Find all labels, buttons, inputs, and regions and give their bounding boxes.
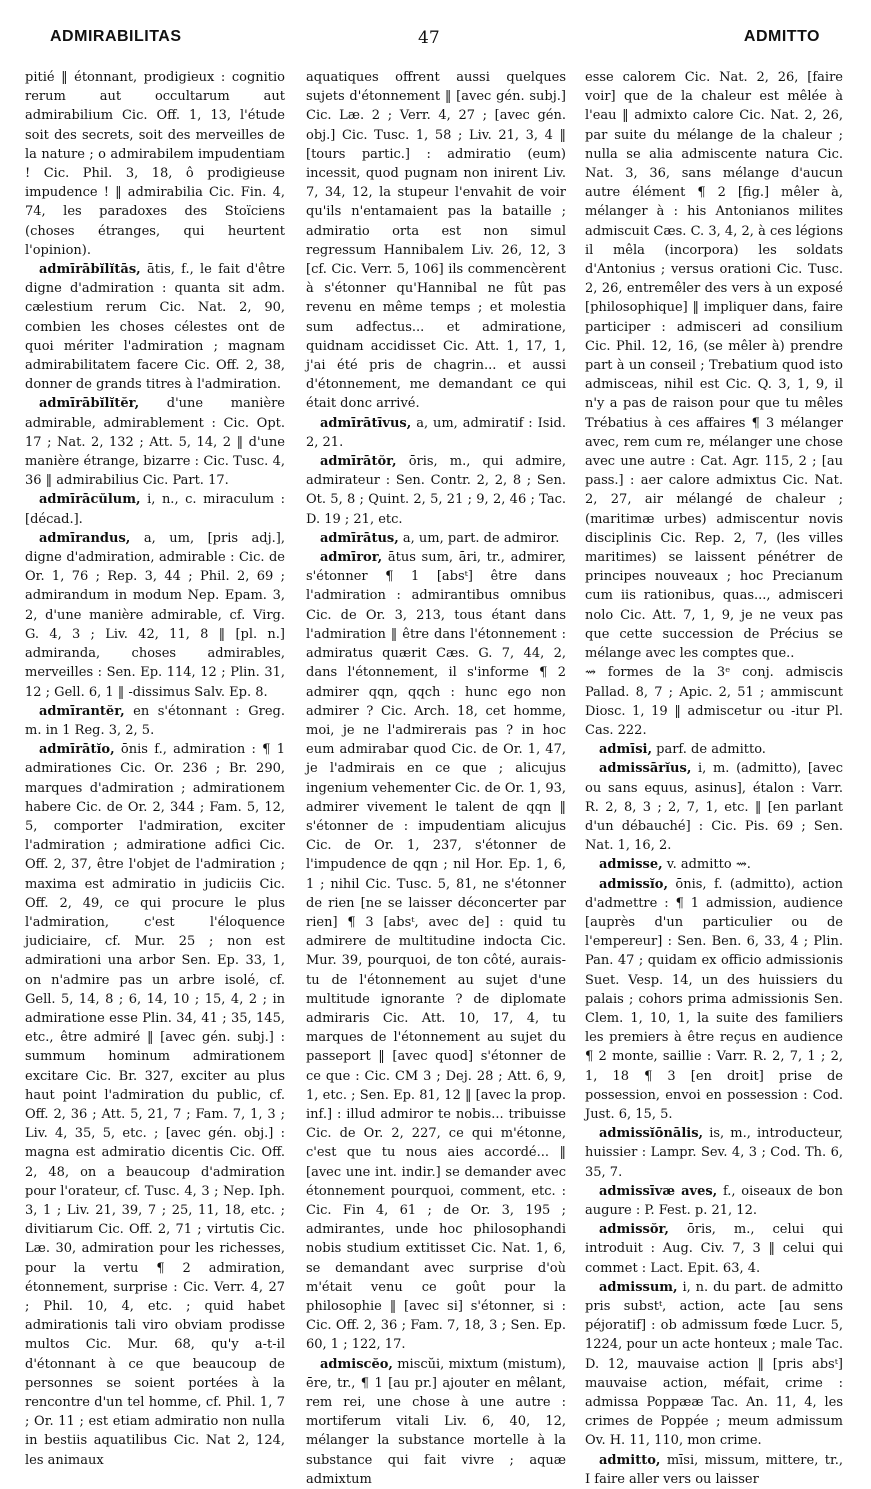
dictionary-entry <box>306 548 566 1355</box>
entry-headword: admiscĕo, <box>320 1356 393 1372</box>
entry-headword: admissīvæ aves, <box>599 1183 718 1199</box>
entry-headword: admissum, <box>599 1279 678 1295</box>
entry-body: i, m. (admitto), [avec ou sans equus, asinus], étalon : Varr. R. 2, 8, 3 ; 2, 7, 1, etc. ‖ [en parlant d'un débauché] : Cic. Pis. 69 ; Sen. Nat. 1, 16, 2. <box>585 761 843 854</box>
entry-body: ōnis, f. (admitto), action d'admettre : ¶ 1 admission, audience [auprès d'un particulier ou de l'empereur] : Sen. Ben. 6, 33, 4 ; Plin. Pan. 47 ; quidam ex officio admissionis Suet. Vesp. 14, un des huissiers du palais ; cohors prima admissionis Sen. Clem. 1, 10, 1, la suite des familiers les premiers à être reçus en audience ¶ 2 monte, saillie : Varr. R. 2, 7, 1 ; 2, 1, 18 ¶ 3 [en droit] prise de possession, envoi en possession : Cod. Just. 6, 15, 5. <box>585 876 843 1122</box>
dictionary-entry <box>585 1182 843 1220</box>
dictionary-entry <box>585 1124 843 1182</box>
dictionary-entry <box>585 68 843 663</box>
dictionary-entry <box>585 855 843 874</box>
entry-body: i, n. du part. de admitto pris substᵗ, action, acte [au sens péjoratif] : ob admissum fœde Lucr. 5, 1224, pour un acte honteux ; male Tac. D. 12, mauvaise action ‖ [pris absᵗ] mauvaise action, méfait, crime : admissa Poppææ Tac. An. 11, 4, les crimes de Poppée ; meum admissum Ov. H. 11, 110, mon crime. <box>585 1279 843 1449</box>
entry-body: ātus sum, āri, tr., admirer, s'étonner ¶ 1 [absᵗ] être dans l'admiration : admirantibus omnibus Cic. de Or. 3, 213, tous étant dans l'admiration ‖ être dans l'étonnement : admiratus quærit Cæs. G. 7, 44, 2, dans l'étonnement, il s'informe ¶ 2 admirer qqn, qqch : hunc ego non admirer ? Cic. Arch. 18, cet homme, moi, je ne l'admirerais pas ? in hoc eum admirabar quod Cic. de Or. 1, 47, je l'admirais en ce que ; alicujus ingenium vehementer Cic. de Or. 1, 93, admirer vivement le talent de qqn ‖ s'étonner de : impudentiam alicujus Cic. de Or. 1, 237, s'étonner de l'impudence de qqn ; nil Hor. Ep. 1, 6, 1 ; nihil Cic. Tusc. 5, 81, ne s'étonner de rien [ne se laisser déconcerter par rien] ¶ 3 [absᵗ, avec de] : quid tu admirere de multitudine indocta Cic. Mur. 39, pourquoi, de ton côté, aurais-tu de l'étonnement au sujet d'une multitude ignorante ? de diplomate admiraris Cic. Att. 10, 17, 4, tu marques de l'étonnement au sujet du passeport ‖ [avec quod] s'étonner de ce que : Cic. CM 3 ; Dej. 28 ; Att. 6, 9, 1, etc. ; Sen. Ep. 81, 12 ‖ [avec la prop. inf.] : illud admiror te nobis... tribuisse Cic. de Or. 2, 227, ce qui m'étonne, c'est que tu nous aies accordé... ‖ [avec une int. indir.] se demander avec étonnement pourquoi, comment, etc. : Cic. Fin 4, 61 ; de Or. 3, 195 ; admirantes, unde hoc philosophandi nobis studium extitisset Cic. Nat. 1, 6, se demandant avec surprise d'où m'était venu ce goût pour la philosophie ‖ [avec si] s'étonner, si : Cic. Off. 2, 36 ; Fam. 7, 18, 3 ; Sen. Ep. 60, 1 ; 122, 17. <box>306 550 566 1353</box>
dictionary-entry <box>25 702 285 740</box>
column-3 <box>585 68 844 1487</box>
dictionary-entry <box>25 68 285 260</box>
entry-headword: admitto, <box>599 1452 661 1468</box>
header-right-guideword: ADMITTO <box>743 28 820 45</box>
entry-headword: admīrābĭlĭtĕr, <box>39 396 140 412</box>
entry-body: esse calorem Cic. Nat. 2, 26, [faire voir] que de la chaleur est mêlée à l'eau ‖ admixto calore Cic. Nat. 2, 26, par suite du mélange de la chaleur ; nulla se alia admiscente natura Cic. Nat. 3, 36, sans mélange d'aucun autre élément ¶ 2 [fig.] mêler à, mélanger à : his Antonianos milites admiscuit Cæs. C. 3, 4, 2, à ces légions il mêla (incorpora) les soldats d'Antonius ; versus orationi Cic. Tusc. 2, 26, entremêler des vers à un exposé [philosophique] ‖ impliquer dans, faire participer : admisceri ad consilium Cic. Phil. 12, 16, (se mêler à) prendre part à un conseil ; Trebatium quod isto admisceas, nihil est Cic. Q. 3, 1, 9, il n'y a pas de raison pour que tu mêles Trébatius à ces affaires ¶ 3 mélanger avec, rem cum re, mélanger une chose avec une autre : Cat. Agr. 115, 2 ; [au pass.] : aer calore admixtus Cic. Nat. 2, 27, air mélangé de chaleur ; (maritimæ urbes) admiscentur novis disciplinis Cic. Rep. 2, 7, (les villes maritimes) se laissent pénétrer de principes nouveaux ; hoc Precianum cum iis rationibus, quas..., admisceri nolo Cic. Att. 7, 1, 9, je ne veux pas que cette succession de Précius se mélange avec les comptes que.. <box>585 70 843 662</box>
column-1 <box>25 68 286 1468</box>
entry-headword: admīror, <box>320 550 383 566</box>
entry-headword: admīrantĕr, <box>39 703 125 719</box>
dictionary-entry <box>25 740 285 1470</box>
dictionary-entry <box>306 414 566 452</box>
entry-headword: admissārĭus, <box>599 761 692 777</box>
entry-headword: admīrandus, <box>39 530 131 546</box>
entry-body: d'une manière admirable, admirablement : Cic. Opt. 17 ; Nat. 2, 132 ; Att. 5, 14, 2 ‖ d'une manière étrange, bizarre : Cic. Tusc. 4, 36 ‖ admirabilius Cic. Part. 17. <box>25 396 285 489</box>
entry-body: ⇝ formes de la 3ᵉ conj. admiscis Pallad. 8, 7 ; Apic. 2, 51 ; ammiscunt Diosc. 1, 19 ‖ admiscetur ou -itur Pl. Cas. 222. <box>585 665 843 738</box>
page-header <box>50 28 840 54</box>
entry-headword: admīrātĭo, <box>39 742 115 758</box>
header-left-guideword: ADMIRABILITAS <box>50 28 182 45</box>
entry-headword: admīsi, <box>599 742 652 758</box>
column-2 <box>306 68 566 1487</box>
entry-body: pitié ‖ étonnant, prodigieux : cognitio rerum aut occultarum aut admirabilium Cic. Off. 1, 13, l'étude soit des secrets, soit des merveilles de la nature ; o admirabilem impudentiam ! Cic. Phil. 3, 18, ô prodigieuse impudence ! ‖ admirabilia Cic. Fin. 4, 74, les paradoxes des Stoïciens (choses étranges, qui heurtent l'opinion). <box>25 70 285 258</box>
entry-body: parf. de admitto. <box>656 742 766 758</box>
entry-body: v. admitto ⇝. <box>666 857 751 873</box>
dictionary-entry <box>585 1451 843 1489</box>
entry-body: ōris, m., celui qui introduit : Aug. Civ. 7, 3 ‖ celui qui commet : Lact. Epit. 63, 4. <box>585 1222 843 1276</box>
dictionary-entry <box>306 1355 566 1489</box>
entry-body: a, um, part. de admiror. <box>402 530 560 546</box>
entry-headword: admīrātus, <box>320 530 399 546</box>
dictionary-entry <box>25 394 285 490</box>
entry-headword: admīrācŭlum, <box>39 492 141 508</box>
dictionary-entry <box>585 759 843 855</box>
dictionary-entry <box>25 490 285 528</box>
entry-body: aquatiques offrent aussi quelques sujets d'étonnement ‖ [avec gén. subj.] Cic. Læ. 2 ; Verr. 4, 27 ; [avec gén. obj.] Cic. Tusc. 1, 58 ; Liv. 21, 3, 4 ‖ [tours partic.] : admiratio (eum) incessit, quod pugnam non inirent Liv. 7, 34, 12, la stupeur l'envahit de voir qu'ils n'entamaient pas la bataille ; admiratio orta est non simul regressum Hannibalem Liv. 26, 12, 3 [cf. Cic. Verr. 5, 106] ils commencèrent à s'étonner qu'Hannibal ne fût pas revenu en même temps ; et molestia sum adfectus... et admiratione, quidnam accidisset Cic. Att. 1, 17, 1, j'ai été pris de chagrin... et aussi d'étonnement, me demandant ce qui était donc arrivé. <box>306 70 566 412</box>
dictionary-entry <box>585 875 843 1125</box>
entry-body: is, m., introducteur, huissier : Lampr. Sev. 4, 3 ; Cod. Th. 6, 35, 7. <box>585 1126 843 1180</box>
entry-body: ōnis f., admiration : ¶ 1 admirationes Cic. Or. 236 ; Br. 290, marques d'admiration ; admirationem habere Cic. de Or. 2, 344 ; Fam. 5, 12, 5, comporter l'admiration, exciter l'admiration ; admiratione adfici Cic. Off. 2, 37, être l'objet de l'admiration ; maxima est admiratio in judiciis Cic. Off. 2, 49, ce qui procure le plus l'admiration, c'est l'éloquence judiciaire, cf. Mur. 25 ; non est admirationi una arbor Sen. Ep. 33, 1, on n'admire pas un arbre isolé, cf. Gell. 5, 14, 8 ; 6, 14, 10 ; 15, 4, 2 ; in admiratione esse Plin. 34, 41 ; 35, 145, etc., être admiré ‖ [avec gén. subj.] : summum hominum admirationem excitare Cic. Br. 327, exciter au plus haut point l'admiration du public, cf. Off. 2, 36 ; Att. 5, 21, 7 ; Fam. 7, 1, 3 ; Liv. 4, 35, 5, etc. ; [avec gén. obj.] : magna est admiratio dicentis Cic. Off. 2, 48, on a beaucoup d'admiration pour l'orateur, cf. Tusc. 4, 3 ; Nep. Iph. 3, 1 ; Liv. 21, 39, 7 ; 25, 11, 18, etc. ; divitiarum Cic. Off. 2, 71 ; virtutis Cic. Læ. 30, admiration pour les richesses, pour la vertu ¶ 2 admiration, étonnement, surprise : Cic. Verr. 4, 27 ; Phil. 10, 4, etc. ; quid habet admirationis tali viro obviam prodisse multos Cic. Mur. 68, qu'y a-t-il d'étonnant à ce que beaucoup de personnes se soient portées à la rencontre d'un tel homme, cf. Phil. 1, 7 ; Or. 11 ; est etiam admiratio non nulla in bestiis aquatilibus Cic. Nat 2, 124, les animaux <box>25 742 286 1468</box>
entry-headword: admīrātīvus, <box>320 415 412 431</box>
dictionary-entry <box>306 529 566 548</box>
page-number: 47 <box>418 28 440 48</box>
dictionary-entry <box>25 529 285 702</box>
entry-body: a, um, admiratif : Isid. 2, 21. <box>306 415 566 450</box>
entry-headword: admīrābĭlĭtās, <box>39 262 141 278</box>
entry-body: i, n., c. miraculum : [décad.]. <box>25 492 285 527</box>
entry-body: en s'étonnant : Greg. m. in 1 Reg. 3, 2, 5. <box>25 703 286 738</box>
entry-body: ōris, m., qui admire, admirateur : Sen. Contr. 2, 2, 8 ; Sen. Ot. 5, 8 ; Quint. 2, 5, 21 ; 9, 2, 46 ; Tac. D. 19 ; 21, etc. <box>306 454 566 527</box>
dictionary-entry <box>585 1278 843 1451</box>
entry-body: miscŭi, mixtum (mistum), ēre, tr., ¶ 1 [au pr.] ajouter en mêlant, rem rei, une chose à une autre : mortiferum vitali Liv. 6, 40, 12, mélanger la substance mortelle à la substance qui fait vivre ; aquæ admixtum <box>306 1356 566 1487</box>
entry-body: f., oiseaux de bon augure : P. Fest. p. 21, 12. <box>585 1183 844 1218</box>
entry-headword: admīrātŏr, <box>320 454 397 470</box>
entry-headword: admissĭōnālis, <box>599 1126 704 1142</box>
entry-body: mīsi, missum, mittere, tr., I faire aller vers ou laisser <box>585 1452 843 1487</box>
entry-body: a, um, [pris adj.], digne d'admiration, admirable : Cic. de Or. 1, 76 ; Rep. 3, 44 ; Phil. 2, 69 ; admirandum in modum Nep. Epam. 3, 2, d'une manière admirable, cf. Virg. G. 4, 3 ; Liv. 42, 11, 8 ‖ [pl. n.] admiranda, choses admirables, merveilles : Sen. Ep. 114, 12 ; Plin. 31, 12 ; Gell. 6, 1 ‖ -dissimus Salv. Ep. 8. <box>25 530 285 700</box>
dictionary-entry <box>306 452 566 529</box>
dictionary-entry <box>25 260 285 394</box>
entry-headword: admissĭo, <box>599 876 668 892</box>
dictionary-entry <box>306 68 566 414</box>
dictionary-entry <box>585 663 843 740</box>
dictionary-entry <box>585 1220 843 1278</box>
entry-headword: admisse, <box>599 857 663 873</box>
entry-headword: admissŏr, <box>599 1222 669 1238</box>
entry-body: ātis, f., le fait d'être digne d'admiration : quanta sit adm. cælestium rerum Cic. Nat. 2, 90, combien les choses célestes ont de quoi mériter l'admiration ; magnam admirabilitatem facere Cic. Off. 2, 38, donner de grands titres à l'admiration. <box>25 262 286 393</box>
dictionary-entry <box>585 740 843 759</box>
